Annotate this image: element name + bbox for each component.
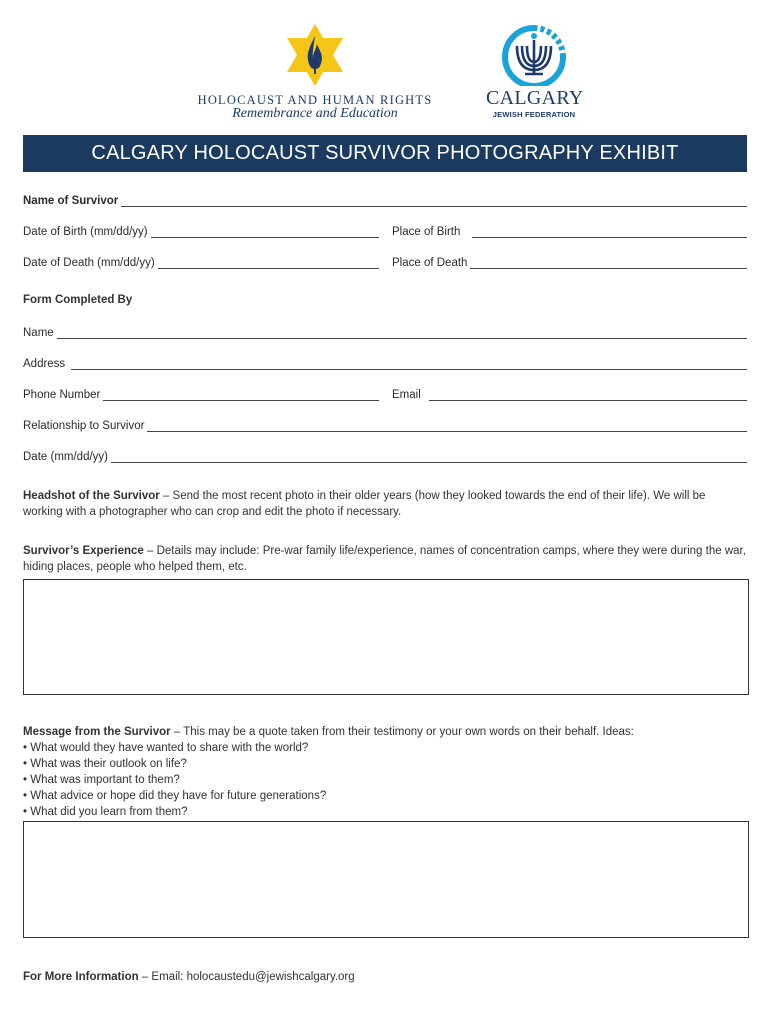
completer-name-field[interactable] bbox=[23, 323, 747, 339]
completion-date-field[interactable] bbox=[23, 447, 747, 463]
menorah-globe-icon bbox=[501, 24, 567, 86]
place-of-death-field[interactable] bbox=[392, 253, 747, 269]
email-line[interactable] bbox=[429, 389, 747, 401]
place-of-death-label: Place of Death bbox=[392, 257, 468, 269]
experience-instructions bbox=[23, 543, 747, 575]
place-of-death-line[interactable] bbox=[470, 257, 747, 269]
message-text-box[interactable] bbox=[23, 821, 749, 938]
date-of-death-field[interactable] bbox=[23, 253, 379, 269]
date-of-birth-line[interactable] bbox=[151, 226, 379, 238]
completion-date-line[interactable] bbox=[111, 451, 747, 463]
address-label: Address bbox=[23, 358, 66, 370]
date-of-death-line[interactable] bbox=[158, 257, 379, 269]
relationship-label: Relationship to Survivor bbox=[23, 420, 145, 432]
cjf-logo-line1: CALGARY bbox=[486, 87, 584, 109]
list-item: • What did you learn from them? bbox=[23, 804, 747, 820]
date-of-birth-field[interactable] bbox=[23, 222, 379, 238]
date-of-death-label: Date of Death (mm/dd/yy) bbox=[23, 257, 155, 269]
survivor-name-line[interactable] bbox=[121, 195, 747, 207]
footer-email-text: – Email: holocaustedu@jewishcalgary.org bbox=[138, 971, 355, 983]
list-item: • What was their outlook on life? bbox=[23, 756, 747, 772]
phone-number-label: Phone Number bbox=[23, 389, 101, 401]
email-field[interactable] bbox=[392, 385, 747, 401]
hhr-logo bbox=[190, 22, 440, 122]
hhr-logo-line2: Remembrance and Education bbox=[232, 106, 398, 121]
date-of-birth-label: Date of Birth (mm/dd/yy) bbox=[23, 226, 148, 238]
address-field[interactable] bbox=[23, 354, 747, 370]
footer-label: For More Information bbox=[23, 971, 139, 983]
list-item: • What was important to them? bbox=[23, 772, 747, 788]
completer-name-line[interactable] bbox=[57, 327, 747, 339]
cjf-logo bbox=[486, 24, 582, 124]
message-ideas-list bbox=[23, 740, 747, 820]
experience-label: Survivor’s Experience bbox=[23, 545, 144, 557]
experience-text-box[interactable] bbox=[23, 579, 749, 695]
place-of-birth-field[interactable] bbox=[392, 222, 747, 238]
experience-text: – Details may include: Pre-war family life/experience, names of concentration camps, where they were during the war, hiding places, people who helped them, etc. bbox=[23, 545, 746, 573]
cjf-logo-line2: JEWISH FEDERATION bbox=[492, 110, 576, 119]
survivor-name-field[interactable] bbox=[23, 191, 747, 207]
place-of-birth-line[interactable] bbox=[472, 226, 747, 238]
relationship-line[interactable] bbox=[147, 420, 747, 432]
hhr-logo-line1: HOLOCAUST AND HUMAN RIGHTS bbox=[197, 93, 433, 107]
message-label: Message from the Survivor bbox=[23, 726, 171, 738]
address-line[interactable] bbox=[71, 358, 747, 370]
footer-info bbox=[23, 969, 747, 985]
email-label: Email bbox=[392, 389, 421, 401]
completer-name-label: Name bbox=[23, 327, 54, 339]
message-text: – This may be a quote taken from their testimony or your own words on their behalf. Ideas: bbox=[170, 726, 634, 738]
survivor-name-label: Name of Survivor bbox=[23, 195, 119, 207]
headshot-label: Headshot of the Survivor bbox=[23, 490, 160, 502]
phone-number-line[interactable] bbox=[103, 389, 379, 401]
list-item: • What would they have wanted to share with the world? bbox=[23, 740, 747, 756]
completion-date-label: Date (mm/dd/yy) bbox=[23, 451, 108, 463]
star-of-david-flame-icon bbox=[283, 22, 347, 88]
headshot-text: – Send the most recent photo in their older years (how they looked towards the end of their life). We will be working with a photographer who can crop and edit the photo if necessary. bbox=[23, 490, 706, 518]
page-title: CALGARY HOLOCAUST SURVIVOR PHOTOGRAPHY EXHIBIT bbox=[23, 135, 747, 172]
phone-number-field[interactable] bbox=[23, 385, 379, 401]
headshot-instructions bbox=[23, 488, 747, 520]
relationship-field[interactable] bbox=[23, 416, 747, 432]
form-completed-by-heading: Form Completed By bbox=[23, 294, 133, 306]
message-instructions bbox=[23, 724, 747, 820]
list-item: • What advice or hope did they have for future generations? bbox=[23, 788, 747, 804]
place-of-birth-label: Place of Birth bbox=[392, 226, 461, 238]
